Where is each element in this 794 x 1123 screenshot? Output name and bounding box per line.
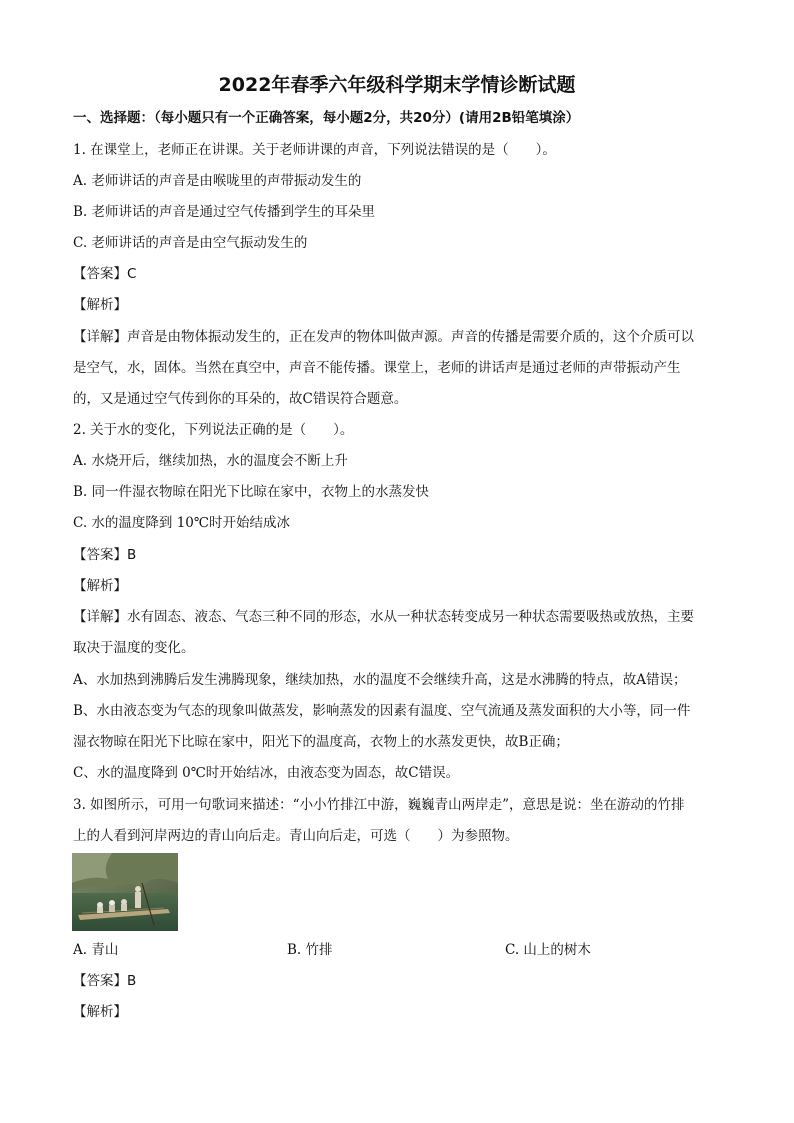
question-2-detail-line: A、水加热到沸腾后发生沸腾现象，继续加热，水的温度不会继续升高，这是水沸腾的特点，故A错误； <box>73 672 687 688</box>
question-1-detail-line: 是空气，水，固体。当然在真空中，声音不能传播。课堂上，老师的讲话声是通过老师的声带振动产生 <box>73 360 681 376</box>
question-1-analysis: 【解析】 <box>73 297 127 313</box>
question-1-stem: 1. 在课堂上，老师正在讲课。关于老师讲课的声音，下列说法错误的是（ ）。 <box>73 142 556 158</box>
question-2-detail-line: B、水由液态变为气态的现象叫做蒸发，影响蒸发的因素有温度、空气流通及蒸发面积的大小等，同一件 <box>73 703 691 719</box>
question-3-stem-line: 3. 如图所示，可用一句歌词来描述：“小小竹排江中游，巍巍青山两岸走”，意思是说：坐在游动的竹排 <box>73 797 685 813</box>
page-title: 2022年春季六年级科学期末学情诊断试题 <box>218 74 576 96</box>
question-2-option-b: B. 同一件湿衣物晾在阳光下比晾在家中，衣物上的水蒸发快 <box>73 484 430 500</box>
bamboo-raft-photo <box>72 853 178 931</box>
question-1-answer: 【答案】C <box>73 266 137 282</box>
question-2-detail-line: 湿衣物晾在阳光下比晾在家中，阳光下的温度高，衣物上的水蒸发更快，故B正确； <box>73 734 569 750</box>
question-2-detail-line: 取决于温度的变化。 <box>73 640 195 656</box>
section-heading: 一、选择题：（每小题只有一个正确答案，每小题2分，共20分）(请用2B铅笔填涂） <box>73 110 580 126</box>
question-2-stem: 2. 关于水的变化，下列说法正确的是（ ）。 <box>73 422 354 438</box>
question-1-detail-line: 的，又是通过空气传到你的耳朵的，故C错误符合题意。 <box>73 391 408 407</box>
question-3-option-c: C. 山上的树木 <box>505 942 591 958</box>
question-2-option-a: A. 水烧开后，继续加热，水的温度会不断上升 <box>73 453 348 469</box>
question-1-option-a: A. 老师讲话的声音是由喉咙里的声带振动发生的 <box>73 173 362 189</box>
question-2-option-c: C. 水的温度降到 10℃时开始结成冰 <box>73 515 291 531</box>
question-2-detail-line: 【详解】水有固态、液态、气态三种不同的形态，水从一种状态转变成另一种状态需要吸热或放热，主要 <box>73 609 694 625</box>
question-3-stem-line: 上的人看到河岸两边的青山向后走。青山向后走，可选（ ）为参照物。 <box>73 828 519 844</box>
question-2-detail-line: C、水的温度降到 0℃时开始结冰，由液态变为固态，故C错误。 <box>73 765 460 781</box>
question-3-option-b: B. 竹排 <box>287 942 333 958</box>
question-1-detail-line: 【详解】声音是由物体振动发生的，正在发声的物体叫做声源。声音的传播是需要介质的，这个介质可以 <box>73 329 694 345</box>
question-3-analysis: 【解析】 <box>73 1004 127 1020</box>
question-2-analysis: 【解析】 <box>73 578 127 594</box>
question-2-answer: 【答案】B <box>73 547 137 563</box>
question-3-option-a: A. 青山 <box>73 942 119 958</box>
question-1-option-c: C. 老师讲话的声音是由空气振动发生的 <box>73 235 308 251</box>
question-3-answer: 【答案】B <box>73 973 137 989</box>
question-1-option-b: B. 老师讲话的声音是通过空气传播到学生的耳朵里 <box>73 204 376 220</box>
